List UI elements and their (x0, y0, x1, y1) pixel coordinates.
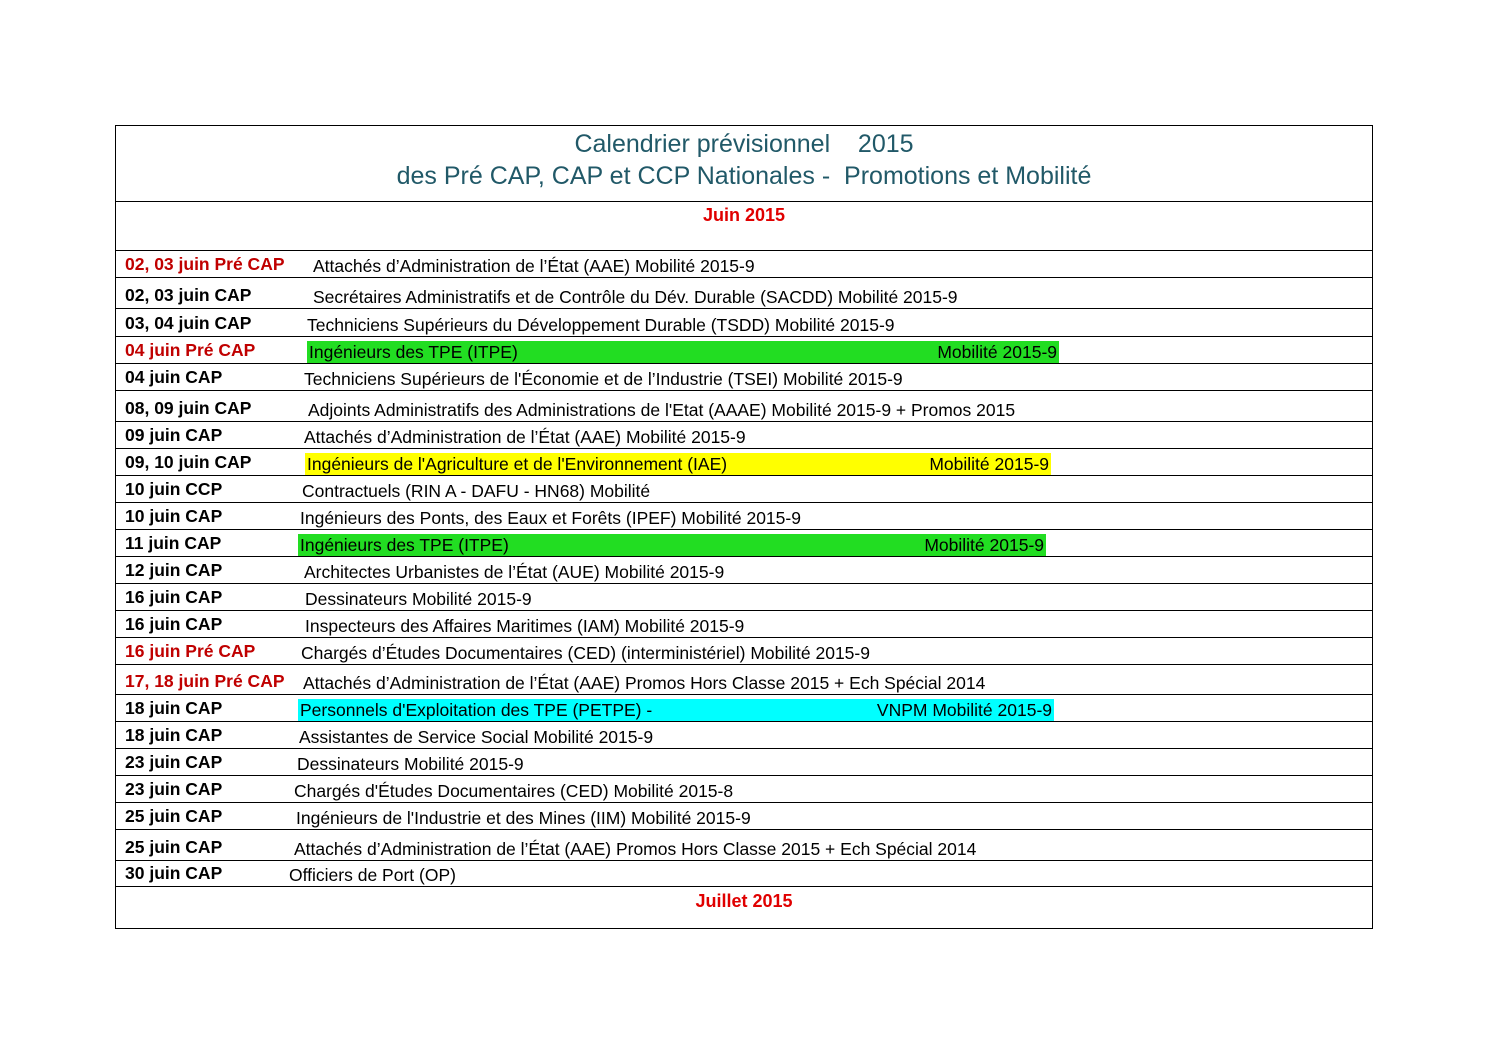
schedule-row (116, 363, 1372, 390)
schedule-row (116, 802, 1372, 829)
row-description (301, 672, 987, 694)
schedule-row (116, 860, 1372, 887)
row-date: 23 juin CAP (125, 779, 223, 799)
row-description (306, 399, 1017, 421)
row-date: 04 juin Pré CAP (125, 340, 256, 360)
schedule-row (116, 694, 1372, 721)
row-date: 12 juin CAP (125, 560, 223, 580)
row-description (302, 426, 748, 448)
row-description (311, 255, 757, 277)
row-description (303, 588, 534, 610)
schedule-row (116, 583, 1372, 610)
schedule-row (116, 664, 1372, 694)
row-description-text: Architectes Urbanistes de l’État (AUE) Mobilité 2015-9 (304, 562, 725, 582)
row-description (302, 368, 905, 390)
schedule-row (116, 502, 1372, 529)
row-description-text: Attachés d’Administration de l’État (AAE) Mobilité 2015-9 (313, 256, 755, 276)
row-description (300, 480, 652, 502)
row-description-text: Ingénieurs des TPE (ITPE) (300, 535, 509, 555)
row-description (297, 726, 655, 748)
schedule-row (116, 421, 1372, 448)
row-date: 02, 03 juin CAP (125, 285, 252, 305)
row-description (303, 615, 746, 637)
row-date: 09, 10 juin CAP (125, 452, 252, 472)
row-date: 10 juin CCP (125, 479, 223, 499)
row-description-text: Techniciens Supérieurs du Développement Durable (TSDD) Mobilité 2015-9 (307, 315, 895, 335)
title-line-1: Calendrier prévisionnel 2015 (574, 130, 914, 158)
row-description-text: Dessinateurs Mobilité 2015-9 (305, 589, 532, 609)
row-description-text: Ingénieurs des TPE (ITPE) (309, 342, 518, 362)
row-description-text: Ingénieurs de l'Agriculture et de l'Environnement (IAE) (307, 454, 728, 474)
row-date: 04 juin CAP (125, 367, 223, 387)
row-description-text: Secrétaires Administratifs et de Contrôle du Dév. Durable (SACDD) Mobilité 2015-9 (313, 287, 958, 307)
row-description (298, 507, 803, 529)
row-date: 25 juin CAP (125, 806, 223, 826)
schedule-row (116, 448, 1372, 475)
schedule-row (116, 556, 1372, 583)
schedule-row (116, 250, 1372, 277)
row-date: 10 juin CAP (125, 506, 223, 526)
schedule-row (116, 475, 1372, 502)
schedule-row (116, 308, 1372, 336)
row-description (298, 534, 1046, 556)
schedule-row (116, 775, 1372, 802)
row-date: 16 juin CAP (125, 614, 223, 634)
row-description (292, 780, 735, 802)
row-description-text: Ingénieurs de l'Industrie et des Mines (IIM) Mobilité 2015-9 (296, 808, 751, 828)
row-description (302, 561, 726, 583)
row-description-text: Chargés d’Études Documentaires (CED) (interministériel) Mobilité 2015-9 (301, 643, 870, 663)
row-description (292, 838, 978, 860)
schedule-row (116, 748, 1372, 775)
row-description (295, 753, 526, 775)
row-date: 16 juin CAP (125, 587, 223, 607)
row-description (287, 864, 458, 886)
row-description (298, 699, 1054, 721)
row-date: 25 juin CAP (125, 837, 223, 857)
schedule-row (116, 529, 1372, 556)
row-date: 18 juin CAP (125, 698, 223, 718)
row-date: 02, 03 juin Pré CAP (125, 254, 285, 274)
row-date: 18 juin CAP (125, 725, 223, 745)
row-description (307, 341, 1059, 363)
row-date: 11 juin CAP (125, 533, 222, 553)
row-description-text: Assistantes de Service Social Mobilité 2015-9 (299, 727, 654, 747)
row-description-right: Mobilité 2015-9 (929, 454, 1049, 474)
row-description-text: Attachés d’Administration de l’État (AAE) Mobilité 2015-9 (304, 427, 746, 447)
row-description-text: Contractuels (RIN A - DAFU - HN68) Mobilité (302, 481, 651, 501)
row-date: 23 juin CAP (125, 752, 223, 772)
row-date: 17, 18 juin Pré CAP (125, 671, 285, 691)
schedule-row (116, 721, 1372, 748)
row-date: 09 juin CAP (125, 425, 223, 445)
schedule-row (116, 829, 1372, 860)
schedule-row (116, 277, 1372, 308)
row-date: 08, 09 juin CAP (125, 398, 252, 418)
month-heading-july: Juillet 2015 (695, 891, 793, 911)
row-description-text: Ingénieurs des Ponts, des Eaux et Forêts (IPEF) Mobilité 2015-9 (300, 508, 801, 528)
row-description-text: Officiers de Port (OP) (289, 865, 456, 885)
row-description-text: Attachés d’Administration de l’État (AAE) Promos Hors Classe 2015 + Ech Spécial 2014 (303, 673, 986, 693)
row-description (294, 807, 753, 829)
row-description-text: Chargés d'Études Documentaires (CED) Mobilité 2015-8 (294, 781, 734, 801)
month-heading-june: Juin 2015 (702, 205, 786, 225)
row-description-right: Mobilité 2015-9 (937, 342, 1057, 362)
schedule-row (116, 637, 1372, 664)
row-description-right: Mobilité 2015-9 (924, 535, 1044, 555)
schedule-row (116, 336, 1372, 363)
schedule-row (116, 390, 1372, 421)
title-line-2: des Pré CAP, CAP et CCP Nationales - Promotions et Mobilité (396, 162, 1092, 190)
row-date: 03, 04 juin CAP (125, 313, 252, 333)
row-description (299, 642, 872, 664)
row-description-text: Attachés d’Administration de l’État (AAE) Promos Hors Classe 2015 + Ech Spécial 2014 (294, 839, 977, 859)
row-description-text: Personnels d'Exploitation des TPE (PETPE) - (300, 700, 653, 720)
row-description-text: Adjoints Administratifs des Administrations de l'Etat (AAAE) Mobilité 2015-9 + Promos 2015 (308, 400, 1016, 420)
calendar-sheet (115, 125, 1373, 929)
row-description-text: Dessinateurs Mobilité 2015-9 (297, 754, 524, 774)
schedule-row (116, 610, 1372, 637)
row-date: 16 juin Pré CAP (125, 641, 256, 661)
row-description-text: Inspecteurs des Affaires Maritimes (IAM) Mobilité 2015-9 (305, 616, 745, 636)
calendar-title (116, 126, 1372, 202)
row-description-text: Techniciens Supérieurs de l'Économie et de l’Industrie (TSEI) Mobilité 2015-9 (304, 369, 903, 389)
row-description-right: VNPM Mobilité 2015-9 (876, 700, 1052, 720)
row-description (311, 286, 960, 308)
row-description (305, 453, 1051, 475)
row-date: 30 juin CAP (125, 863, 223, 883)
row-description (305, 314, 897, 336)
